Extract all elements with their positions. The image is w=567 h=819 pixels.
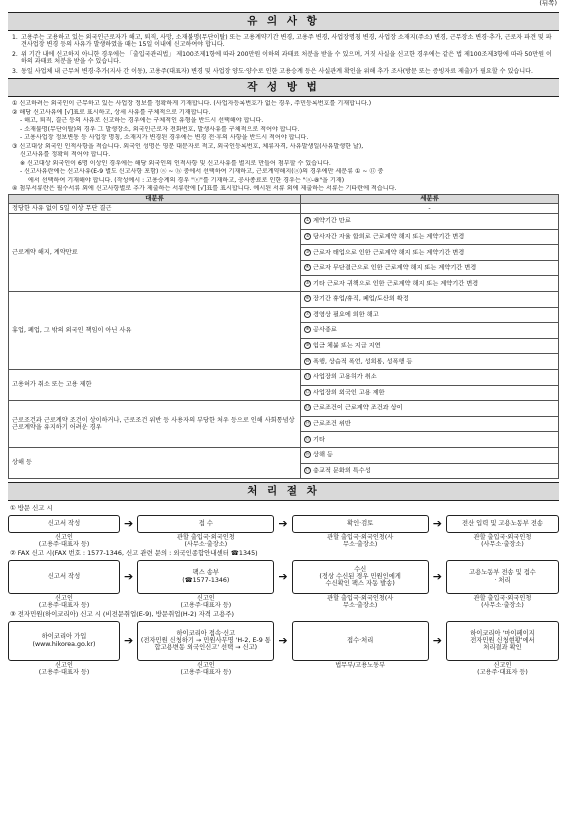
process-caption: 신고인 (고용주·대표자 등) bbox=[38, 533, 90, 548]
notice-header bbox=[8, 12, 559, 31]
writing-line: - 신고사유란에는 신고사유(E-9 별도 신고사항 포함) ⓐ ~ ⓗ 중에서 선택하여 기재하고, 근로계약해지(ⓐ)의 경우에만 세분류 ① ~ ⑰ 중 bbox=[20, 168, 384, 175]
process-step-label: ③ 전자민원(하이코리아) 신고 시 (비전문취업(E-9), 방문취업(H-2) 자격 고용주) bbox=[10, 609, 235, 618]
writing-header bbox=[8, 78, 559, 97]
process-caption: 관할 출입국·외국인청 (사무소·출장소) bbox=[473, 533, 532, 548]
writing-line: - 소재불명(무단이탈)의 경우 그 발생장소, 외국인근로자 전화번호, 발생사유를 구체적으로 적어야 합니다. bbox=[20, 125, 300, 133]
writing-line: ① 신고하려는 외국인이 근무하고 있는 사업장 정보를 정확하게 기재합니다. (사업자등록번호가 없는 경우, 주민등록번호를 기재합니다.) bbox=[12, 100, 372, 107]
writing-title: 작 성 방 법 bbox=[247, 81, 320, 93]
process-cell bbox=[292, 560, 429, 609]
reason-classification-table bbox=[8, 194, 559, 479]
process-box: 하이코리아 가입 (www.hikorea.go.kr) bbox=[8, 621, 120, 661]
process-flow-row bbox=[8, 621, 559, 676]
minor-category-text: 공사종료 bbox=[313, 326, 337, 334]
process-cell bbox=[446, 560, 559, 609]
minor-category-text: 상해 등 bbox=[313, 451, 333, 459]
table-row bbox=[9, 204, 559, 214]
arrow-right-icon: ➔ bbox=[124, 516, 134, 530]
minor-number-badge: ⑫ bbox=[305, 389, 310, 395]
minor-number-badge: ⑤ bbox=[305, 280, 310, 286]
process-box: 고용노동부 전송 및 접수 · 처리 bbox=[446, 560, 559, 594]
process-cell bbox=[137, 560, 274, 609]
arrow-right-icon: ➔ bbox=[124, 633, 134, 647]
minor-category-text: 근로자 무단결근으로 인한 근로계약 해지 또는 계약기간 변경 bbox=[313, 264, 477, 272]
arrow-right-icon: ➔ bbox=[278, 633, 288, 647]
minor-number-badge: ⑧ bbox=[305, 327, 310, 333]
process-cell bbox=[292, 621, 429, 669]
process-caption: 관할 출입국·외국인청 (사무소·출장소) bbox=[473, 594, 532, 609]
minor-category-cell bbox=[301, 260, 559, 276]
process-caption: 신고인 (고용주·대표자 등) bbox=[38, 594, 90, 609]
writing-line: ③ 신고대상 외국인 인적사항을 적습니다. 외국인 성명은 영문 대문자로 적고, 외국인등록번호, 체류자격, 사유발생일(사유발생한 날), bbox=[12, 142, 364, 150]
minor-category-cell bbox=[301, 214, 559, 230]
major-category-header: 대분류 bbox=[9, 195, 301, 204]
table-row bbox=[9, 214, 559, 230]
minor-category-cell bbox=[301, 385, 559, 401]
table-row bbox=[9, 369, 559, 385]
writing-line: - 해고, 퇴직, 결근 등의 사유로 신고하는 경우에는 구체적인 유형을 반드시 선택해야 합니다. bbox=[20, 117, 264, 124]
minor-category-text: 기타 근로자 귀책으로 인한 근로계약 해지 또는 계약기간 변경 bbox=[313, 280, 479, 288]
process-flow-row bbox=[8, 560, 559, 609]
major-category-cell: 고용허가 취소 또는 고용 제한 bbox=[9, 369, 301, 400]
process-caption: 관할 출입국·외국인청 (사무소·출장소) bbox=[176, 533, 235, 548]
minor-category-header: 세분류 bbox=[301, 195, 559, 204]
process-cell bbox=[137, 515, 274, 548]
major-category-cell: 근로조건과 근로계약 조건이 상이하거나, 근로조건 위반 등 사용자의 부당한 처우 등으로 인해 사회통념상 근로계약을 유지하기 어려운 경우 bbox=[9, 401, 301, 448]
arrow-right-icon: ➔ bbox=[432, 516, 442, 530]
process-box: 팩스 송부 (☎1577-1346) bbox=[137, 560, 274, 594]
minor-number-badge: ⑬ bbox=[305, 405, 310, 411]
minor-category-cell bbox=[301, 245, 559, 261]
minor-number-badge: ② bbox=[305, 233, 310, 239]
minor-category-cell bbox=[301, 354, 559, 370]
minor-number-badge: ⑰ bbox=[305, 467, 310, 473]
process-box: 접 수 bbox=[137, 515, 274, 533]
minor-category-cell bbox=[301, 204, 559, 214]
major-category-cell: 상해 등 bbox=[9, 447, 301, 478]
notice-item-text: 동일 사업체 내 근무처 변경·추가(지사 간 이동), 고용주(대표자) 변경 및 사업장 양도·양수로 인한 고용승계 등은 사실관계 확인을 위해 추가 조사(방문 또는 증빙자료 제출)가 필요할 수 있습니다. bbox=[21, 68, 533, 75]
process-box: 접수·처리 bbox=[292, 621, 429, 661]
minor-number-badge: ⑥ bbox=[305, 296, 310, 302]
process-box: 신고서 작성 bbox=[8, 515, 120, 533]
minor-category-text: 사업장의 외국인 고용 제한 bbox=[313, 389, 385, 397]
minor-category-text: 임금 체불 또는 지급 지연 bbox=[313, 342, 381, 350]
minor-category-cell bbox=[301, 432, 559, 448]
minor-number-badge: ⑨ bbox=[305, 343, 310, 349]
process-caption: 신고인 (고용주·대표자 등) bbox=[180, 594, 232, 609]
minor-category-text: 경영상 필요에 의한 해고 bbox=[313, 311, 379, 319]
minor-category-text: 장기간 휴업/휴직, 폐업/도산의 확정 bbox=[313, 295, 409, 303]
minor-category-text: 근로조건이 근로계약 조건과 상이 bbox=[313, 404, 403, 412]
process-cell bbox=[8, 560, 120, 609]
writing-line: 에서 선택하여 기재해야 합니다. (작성예시 : 고용승계의 경우 "ⓔ"를 기재하고, 공사종료로 인한 경우는 "ⓐ-⑧"을 기재) bbox=[28, 176, 345, 184]
minor-number-badge: ⑦ bbox=[305, 311, 310, 317]
minor-number-badge: ① bbox=[305, 218, 310, 224]
minor-category-cell bbox=[301, 338, 559, 354]
process-cell bbox=[8, 621, 120, 676]
minor-category-cell bbox=[301, 463, 559, 479]
process-caption: 신고인 (고용주·대표자 등) bbox=[180, 661, 232, 676]
writing-line: ② 해당 신고사유에 [√]표로 표시하고, 상세 사유를 구체적으로 기재합니다. bbox=[12, 108, 211, 116]
major-category-cell: 휴업, 폐업, 그 밖의 외국인 책임이 아닌 사유 bbox=[9, 291, 301, 369]
minor-category-cell bbox=[301, 291, 559, 307]
process-box: 확인·검토 bbox=[292, 515, 429, 533]
notice-item bbox=[12, 51, 555, 65]
arrow-right-icon: ➔ bbox=[432, 633, 442, 647]
process-box: 하이코리아 접속·신고 (전자민원 신청하기 → 민원사무명 'H-2, E-9 통합고용변동 외국인신고' 선택 → 신고) bbox=[137, 621, 274, 661]
process-box: 수신 (정상 수신된 경우 민원인에게 수신확인 팩스 자동 발송) bbox=[292, 560, 429, 594]
minor-number-badge: ⑮ bbox=[305, 436, 310, 442]
process-box: 하이코리아 '마이페이지 전자민원 신청현황'에서 처리결과 확인 bbox=[446, 621, 559, 661]
writing-line: ※ 신고대상 외국인이 6명 이상인 경우에는 해당 외국인의 인적사항 및 신고사유를 별지로 만들어 첨부할 수 있습니다. bbox=[20, 159, 331, 167]
notice-title: 유 의 사 항 bbox=[247, 15, 320, 27]
minor-number-badge: ④ bbox=[305, 265, 310, 271]
minor-category-text: 계약기간 만료 bbox=[313, 217, 351, 225]
process-cell bbox=[446, 621, 559, 676]
notice-item-number: 3. bbox=[12, 68, 18, 75]
major-category-cell: 정당한 사유 없이 5일 이상 무단 결근 bbox=[9, 204, 301, 214]
process-step-label: ② FAX 신고 시(FAX 번호 : 1577-1346, 신고 관련 문의 : 외국인종합안내센터 ☎1345) bbox=[10, 549, 258, 558]
process-cell bbox=[292, 515, 429, 548]
process-title: 처 리 절 차 bbox=[247, 485, 320, 498]
minor-category-cell bbox=[301, 369, 559, 385]
table-row bbox=[9, 447, 559, 463]
process-cell bbox=[137, 621, 274, 676]
minor-category-cell bbox=[301, 276, 559, 292]
process-caption: 법무부/고용노동부 bbox=[335, 661, 386, 669]
back-page-label: (뒤쪽) bbox=[539, 0, 557, 7]
minor-category-text: 기타 bbox=[313, 436, 325, 444]
process-box: 신고서 작성 bbox=[8, 560, 120, 594]
process-caption: 관할 출입국·외국인청(사 무소·출장소) bbox=[327, 594, 394, 609]
arrow-right-icon: ➔ bbox=[432, 569, 442, 583]
minor-category-cell bbox=[301, 229, 559, 245]
process-caption: 신고인 (고용주·대표자 등) bbox=[38, 661, 90, 676]
process-caption: 신고인 (고용주·대표자 등) bbox=[477, 661, 528, 676]
writing-line: 신고사유를 정확히 적어야 합니다. bbox=[20, 151, 111, 158]
process-flow bbox=[8, 501, 559, 676]
minor-category-cell bbox=[301, 323, 559, 339]
minor-category-text: 당사자간 자율 합의로 근로계약 해지 또는 계약기간 변경 bbox=[313, 233, 465, 241]
arrow-right-icon: ➔ bbox=[278, 569, 288, 583]
minor-category-text: 충교적 문화의 특수성 bbox=[313, 467, 371, 475]
minor-number-badge: ⑪ bbox=[305, 374, 310, 380]
form-back-page bbox=[8, 0, 559, 676]
process-cell bbox=[446, 515, 559, 548]
minor-category-cell bbox=[301, 416, 559, 432]
arrow-right-icon: ➔ bbox=[278, 516, 288, 530]
notice-item-text: 위 기간 내에 신고하지 아니한 경우에는 「출입국관리법」 제100조제1항에 따라 200만원 이하의 과태료 처분을 받을 수 있으며, 거짓 사실을 신고한 경우에는 같은 법 제100조제3항에 따라 50만원 이하의 과태료 처분을 받을 수 있습니다. bbox=[21, 51, 552, 65]
minor-number-badge: ⑯ bbox=[305, 452, 310, 458]
process-header bbox=[8, 482, 559, 501]
writing-line: ④ 첨부서류란은 필수서류 외에 신고사항별로 추가 제출하는 서류란에 [√]표를 표시합니다. 예시된 서류 외에 제출하는 서류는 기타란에 적습니다. bbox=[12, 185, 397, 192]
process-step-label: ① 방문 신고 시 bbox=[10, 504, 53, 513]
notice-item bbox=[12, 34, 555, 48]
minor-category-text: - bbox=[428, 204, 431, 212]
notice-item-number: 1. bbox=[12, 34, 18, 41]
notice-item bbox=[12, 68, 555, 75]
minor-category-cell bbox=[301, 447, 559, 463]
writing-instructions bbox=[8, 97, 559, 192]
arrow-right-icon: ➔ bbox=[124, 569, 134, 583]
minor-number-badge: ③ bbox=[305, 249, 310, 255]
process-flow-row bbox=[8, 515, 559, 548]
process-cell bbox=[8, 515, 120, 548]
minor-category-text: 근로자 태업으로 인한 근로계약 해지 또는 계약기간 변경 bbox=[313, 249, 465, 257]
writing-line: - 고용사업장 정보변동 등 사업장 명칭, 소재지가 변경된 경우에는 변경 전·후의 사항을 반드시 적어야 합니다. bbox=[20, 134, 309, 141]
minor-number-badge: ⑩ bbox=[305, 358, 310, 364]
table-row bbox=[9, 291, 559, 307]
minor-category-text: 근로조건 위반 bbox=[313, 420, 351, 428]
process-box: 전산 입력 및 고용노동부 전송 bbox=[446, 515, 559, 533]
minor-number-badge: ⑭ bbox=[305, 421, 310, 427]
minor-category-cell bbox=[301, 307, 559, 323]
process-caption: 관할 출입국·외국인청(사 무소·출장소) bbox=[327, 533, 394, 548]
major-category-cell: 근로계약 해지, 계약만료 bbox=[9, 214, 301, 292]
notice-item-text: 고용주는 고용하고 있는 외국인근로자가 해고, 퇴직, 사망, 소재불명(무단이탈) 또는 고용계약기간 변경, 고용주 변경, 사업장명칭 변경, 사업장 소재지(주소) 변경, 근무장소 변경·추가, 근로자 파견 및 파견사업장 변경 등의 사유가 발생하였을 때는 15일 이내에 신고하여야 합니다. bbox=[21, 34, 552, 48]
minor-category-text: 폭행, 상습적 폭언, 성희롱, 성폭행 등 bbox=[313, 358, 413, 366]
minor-category-cell bbox=[301, 401, 559, 417]
minor-category-text: 사업장의 고용허가 취소 bbox=[313, 373, 377, 381]
table-row bbox=[9, 401, 559, 417]
notice-list bbox=[8, 31, 559, 75]
notice-item-number: 2. bbox=[12, 51, 18, 58]
